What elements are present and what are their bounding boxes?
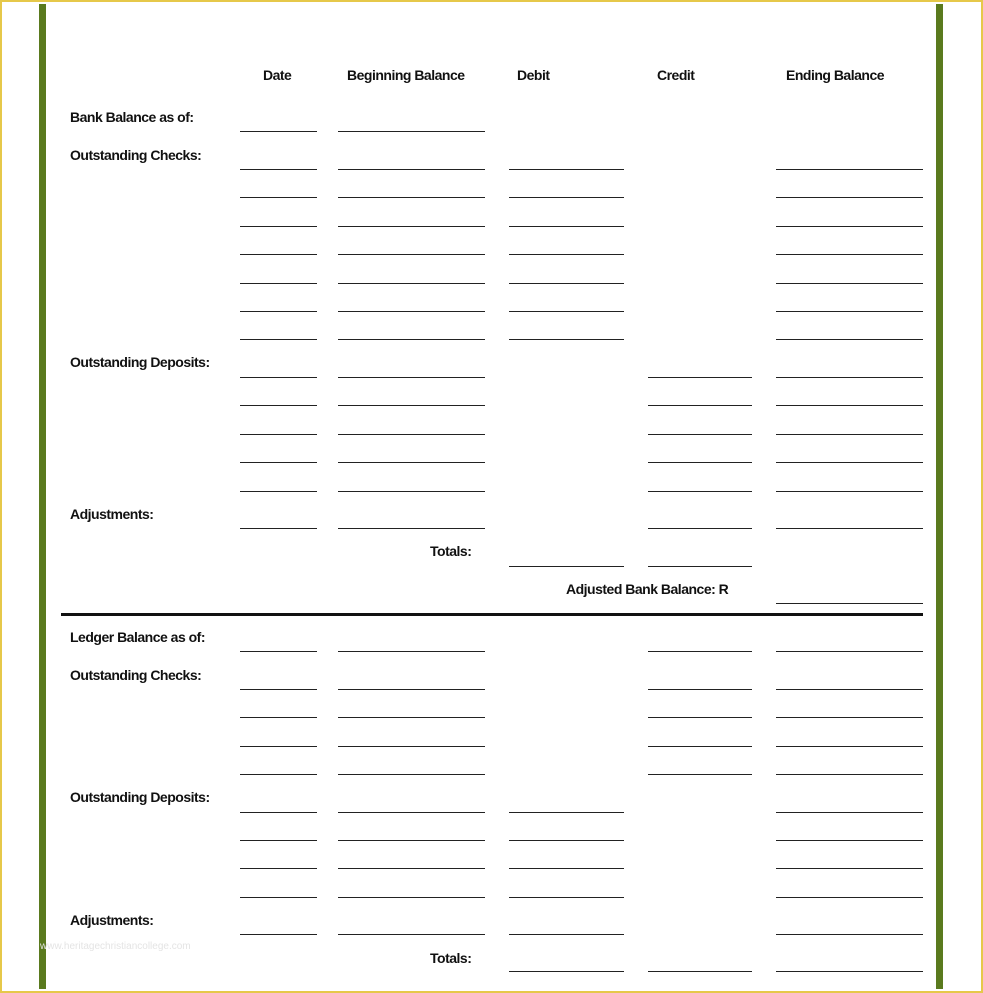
blank-line-debit xyxy=(509,971,624,972)
blank-line-date xyxy=(240,840,317,841)
blank-line-end xyxy=(776,197,923,198)
header-ending-balance: Ending Balance xyxy=(786,67,885,83)
blank-line-end xyxy=(776,434,923,435)
blank-line-date xyxy=(240,746,317,747)
blank-line-debit xyxy=(509,868,624,869)
blank-line-debit xyxy=(509,283,624,284)
blank-line-date xyxy=(240,377,317,378)
watermark: www.heritagechristiancollege.com xyxy=(40,941,191,952)
blank-line-date xyxy=(240,717,317,718)
blank-line-date xyxy=(240,405,317,406)
blank-line-end xyxy=(776,651,923,652)
ledger-adjustments-label: Adjustments: xyxy=(70,912,154,928)
blank-line-begin xyxy=(338,131,485,132)
blank-line-end xyxy=(776,717,923,718)
blank-line-date xyxy=(240,226,317,227)
blank-line-end xyxy=(776,934,923,935)
blank-line-end xyxy=(776,339,923,340)
blank-line-date xyxy=(240,339,317,340)
blank-line-debit xyxy=(509,254,624,255)
blank-line-begin xyxy=(338,717,485,718)
blank-line-date xyxy=(240,434,317,435)
blank-line-date xyxy=(240,131,317,132)
header-debit: Debit xyxy=(517,67,550,83)
right-green-bar xyxy=(936,4,943,989)
blank-line-begin xyxy=(338,283,485,284)
blank-line-date xyxy=(240,462,317,463)
blank-line-credit xyxy=(648,405,752,406)
blank-line-date xyxy=(240,897,317,898)
blank-line-date xyxy=(240,689,317,690)
blank-line-begin xyxy=(338,254,485,255)
blank-line-credit xyxy=(648,689,752,690)
section-divider xyxy=(61,613,923,616)
header-credit: Credit xyxy=(657,67,695,83)
blank-line-end xyxy=(776,283,923,284)
blank-line-end xyxy=(776,603,923,604)
bank-adjustments-label: Adjustments: xyxy=(70,506,154,522)
blank-line-debit xyxy=(509,566,624,567)
ledger-totals-label: Totals: xyxy=(430,950,472,966)
blank-line-end xyxy=(776,971,923,972)
blank-line-begin xyxy=(338,377,485,378)
blank-line-begin xyxy=(338,226,485,227)
blank-line-debit xyxy=(509,934,624,935)
blank-line-end xyxy=(776,169,923,170)
header-beginning-balance: Beginning Balance xyxy=(347,67,465,83)
blank-line-end xyxy=(776,774,923,775)
blank-line-credit xyxy=(648,491,752,492)
blank-line-begin xyxy=(338,434,485,435)
blank-line-debit xyxy=(509,311,624,312)
blank-line-end xyxy=(776,254,923,255)
blank-line-debit xyxy=(509,897,624,898)
blank-line-debit xyxy=(509,840,624,841)
blank-line-debit xyxy=(509,812,624,813)
blank-line-date xyxy=(240,283,317,284)
blank-line-debit xyxy=(509,197,624,198)
blank-line-end xyxy=(776,689,923,690)
bank-outstanding-deposits-label: Outstanding Deposits: xyxy=(70,354,210,370)
blank-line-credit xyxy=(648,717,752,718)
blank-line-end xyxy=(776,311,923,312)
blank-line-debit xyxy=(509,169,624,170)
blank-line-begin xyxy=(338,897,485,898)
blank-line-end xyxy=(776,377,923,378)
left-green-bar xyxy=(39,4,46,989)
blank-line-date xyxy=(240,774,317,775)
blank-line-end xyxy=(776,462,923,463)
blank-line-credit xyxy=(648,774,752,775)
blank-line-credit xyxy=(648,434,752,435)
blank-line-begin xyxy=(338,840,485,841)
blank-line-begin xyxy=(338,311,485,312)
blank-line-begin xyxy=(338,197,485,198)
blank-line-date xyxy=(240,812,317,813)
blank-line-debit xyxy=(509,226,624,227)
blank-line-end xyxy=(776,840,923,841)
blank-line-begin xyxy=(338,169,485,170)
blank-line-credit xyxy=(648,971,752,972)
blank-line-end xyxy=(776,897,923,898)
bank-outstanding-checks-label: Outstanding Checks: xyxy=(70,147,202,163)
blank-line-date xyxy=(240,934,317,935)
ledger-outstanding-deposits-label: Outstanding Deposits: xyxy=(70,789,210,805)
blank-line-date xyxy=(240,169,317,170)
blank-line-debit xyxy=(509,339,624,340)
blank-line-date xyxy=(240,868,317,869)
ledger-balance-label: Ledger Balance as of: xyxy=(70,629,205,645)
blank-line-date xyxy=(240,197,317,198)
blank-line-end xyxy=(776,226,923,227)
blank-line-date xyxy=(240,528,317,529)
blank-line-date xyxy=(240,651,317,652)
blank-line-begin xyxy=(338,405,485,406)
blank-line-end xyxy=(776,528,923,529)
blank-line-begin xyxy=(338,868,485,869)
blank-line-date xyxy=(240,311,317,312)
blank-line-begin xyxy=(338,934,485,935)
blank-line-credit xyxy=(648,462,752,463)
ledger-outstanding-checks-label: Outstanding Checks: xyxy=(70,667,202,683)
blank-line-begin xyxy=(338,462,485,463)
blank-line-date xyxy=(240,491,317,492)
blank-line-credit xyxy=(648,377,752,378)
bank-totals-label: Totals: xyxy=(430,543,472,559)
adjusted-bank-balance-label: Adjusted Bank Balance: R xyxy=(566,581,729,597)
blank-line-begin xyxy=(338,491,485,492)
blank-line-begin xyxy=(338,774,485,775)
blank-line-date xyxy=(240,254,317,255)
blank-line-begin xyxy=(338,812,485,813)
bank-balance-label: Bank Balance as of: xyxy=(70,109,194,125)
blank-line-end xyxy=(776,812,923,813)
blank-line-begin xyxy=(338,651,485,652)
blank-line-end xyxy=(776,491,923,492)
blank-line-end xyxy=(776,405,923,406)
blank-line-credit xyxy=(648,746,752,747)
blank-line-begin xyxy=(338,339,485,340)
blank-line-credit xyxy=(648,651,752,652)
blank-line-begin xyxy=(338,689,485,690)
blank-line-end xyxy=(776,868,923,869)
blank-line-begin xyxy=(338,746,485,747)
header-date: Date xyxy=(263,67,292,83)
blank-line-begin xyxy=(338,528,485,529)
blank-line-end xyxy=(776,746,923,747)
blank-line-credit xyxy=(648,528,752,529)
blank-line-credit xyxy=(648,566,752,567)
